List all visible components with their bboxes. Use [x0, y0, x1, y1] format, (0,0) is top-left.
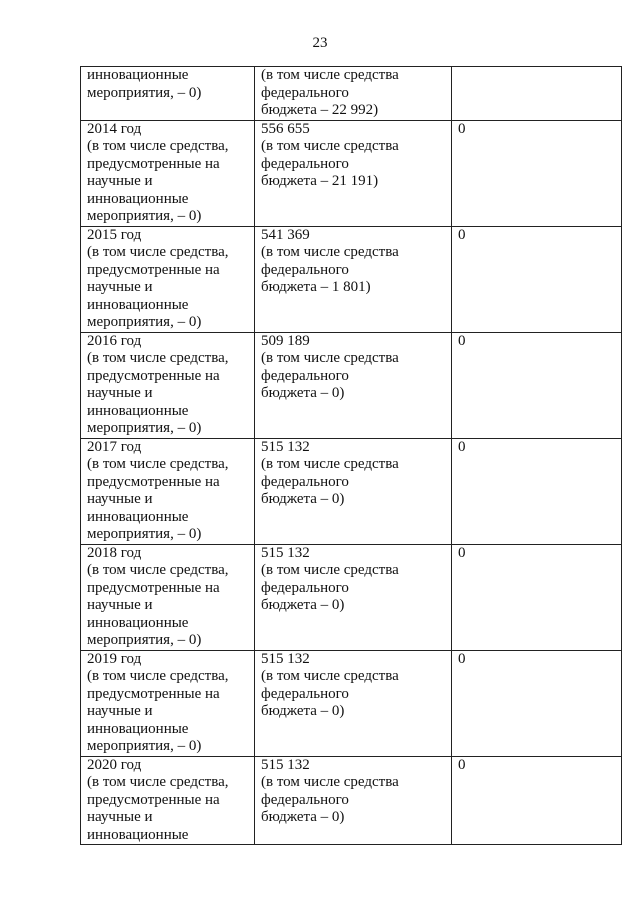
period-cell: [81, 438, 255, 544]
amount-total: 515 132: [261, 756, 310, 773]
period-line: научные и: [87, 809, 153, 825]
period-year: 2015 год: [87, 226, 142, 243]
period-line: инновационные: [87, 296, 189, 313]
extra-cell: [452, 756, 622, 845]
table-row: [81, 544, 622, 650]
period-year: 2014 год: [87, 120, 142, 137]
period-line: предусмотренные на: [87, 791, 220, 808]
amount-line: бюджета – 0): [261, 491, 345, 507]
amount-total: 556 655: [261, 120, 310, 137]
period-line: инновационные: [87, 190, 189, 207]
period-line: мероприятия, – 0): [87, 84, 202, 101]
period-cell: [81, 650, 255, 756]
extra-value: 0: [458, 120, 466, 137]
amount-cell: [255, 332, 452, 438]
amount-total: 541 369: [261, 226, 310, 243]
amount-line: бюджета – 21 191): [261, 173, 379, 189]
amount-line: федерального: [261, 685, 349, 702]
period-line: (в том числе средства,: [87, 668, 229, 684]
period-year: 2019 год: [87, 650, 142, 667]
amount-line: (в том числе средства: [261, 562, 399, 578]
period-line: предусмотренные на: [87, 367, 220, 384]
period-line: мероприятия, – 0): [87, 526, 202, 542]
extra-cell: [452, 544, 622, 650]
period-line: предусмотренные на: [87, 473, 220, 490]
amount-cell: [255, 544, 452, 650]
extra-value: 0: [458, 756, 466, 773]
period-line: научные и: [87, 597, 153, 613]
period-line: мероприятия, – 0): [87, 314, 202, 330]
amount-line: федерального: [261, 261, 349, 278]
amount-line: (в том числе средства: [261, 244, 399, 260]
amount-line: (в том числе средства: [261, 350, 399, 366]
period-line: предусмотренные на: [87, 579, 220, 596]
amount-cell: [255, 120, 452, 226]
period-cell: [81, 120, 255, 226]
period-line: научные и: [87, 279, 153, 295]
table-row: [81, 67, 622, 121]
amount-line: бюджета – 0): [261, 809, 345, 825]
amount-cell: [255, 650, 452, 756]
extra-value: 0: [458, 544, 466, 561]
amount-cell: [255, 67, 452, 121]
table-row: [81, 332, 622, 438]
period-line: (в том числе средства,: [87, 244, 229, 260]
page-number: 23: [312, 35, 328, 51]
budget-table: [80, 66, 622, 845]
extra-cell: [452, 67, 622, 121]
extra-cell: [452, 650, 622, 756]
amount-line: бюджета – 0): [261, 597, 345, 613]
period-cell: [81, 756, 255, 845]
period-line: инновационные: [87, 826, 189, 843]
period-line: инновационные: [87, 402, 189, 419]
extra-value: 0: [458, 226, 466, 243]
amount-total: 515 132: [261, 544, 310, 561]
table-row: [81, 756, 622, 845]
period-line: мероприятия, – 0): [87, 420, 202, 436]
period-line: мероприятия, – 0): [87, 208, 202, 224]
extra-value: 0: [458, 650, 466, 667]
table-row: [81, 650, 622, 756]
period-year: 2017 год: [87, 438, 142, 455]
period-line: научные и: [87, 491, 153, 507]
period-line: инновационные: [87, 508, 189, 525]
period-line: научные и: [87, 385, 153, 401]
period-year: 2018 год: [87, 544, 142, 561]
amount-line: (в том числе средства: [261, 138, 399, 154]
period-line: инновационные: [87, 720, 189, 737]
amount-line: бюджета – 0): [261, 703, 345, 719]
period-line: предусмотренные на: [87, 685, 220, 702]
period-line: мероприятия, – 0): [87, 632, 202, 648]
amount-line: (в том числе средства: [261, 774, 399, 790]
period-line: мероприятия, – 0): [87, 738, 202, 754]
amount-line: (в том числе средства: [261, 67, 399, 83]
amount-cell: [255, 756, 452, 845]
extra-cell: [452, 120, 622, 226]
amount-cell: [255, 226, 452, 332]
extra-value: 0: [458, 332, 466, 349]
amount-line: федерального: [261, 155, 349, 172]
amount-line: бюджета – 22 992): [261, 102, 379, 118]
period-line: предусмотренные на: [87, 155, 220, 172]
period-line: научные и: [87, 173, 153, 189]
period-line: инновационные: [87, 67, 189, 83]
period-line: инновационные: [87, 614, 189, 631]
period-line: (в том числе средства,: [87, 774, 229, 790]
amount-total: 515 132: [261, 650, 310, 667]
extra-cell: [452, 226, 622, 332]
period-line: (в том числе средства,: [87, 456, 229, 472]
period-line: научные и: [87, 703, 153, 719]
amount-line: бюджета – 0): [261, 385, 345, 401]
period-cell: [81, 67, 255, 121]
amount-line: федерального: [261, 579, 349, 596]
period-cell: [81, 332, 255, 438]
amount-line: (в том числе средства: [261, 668, 399, 684]
period-line: (в том числе средства,: [87, 562, 229, 578]
amount-total: 509 189: [261, 332, 310, 349]
amount-line: федерального: [261, 791, 349, 808]
table-row: [81, 226, 622, 332]
amount-line: федерального: [261, 84, 349, 101]
extra-cell: [452, 438, 622, 544]
extra-cell: [452, 332, 622, 438]
amount-line: федерального: [261, 367, 349, 384]
amount-total: 515 132: [261, 438, 310, 455]
period-year: 2020 год: [87, 756, 142, 773]
amount-line: бюджета – 1 801): [261, 279, 371, 295]
amount-line: (в том числе средства: [261, 456, 399, 472]
amount-cell: [255, 438, 452, 544]
period-line: (в том числе средства,: [87, 138, 229, 154]
period-line: предусмотренные на: [87, 261, 220, 278]
extra-value: 0: [458, 438, 466, 455]
period-cell: [81, 544, 255, 650]
period-year: 2016 год: [87, 332, 142, 349]
table-row: [81, 438, 622, 544]
budget-table-body: [81, 67, 622, 845]
amount-line: федерального: [261, 473, 349, 490]
period-line: (в том числе средства,: [87, 350, 229, 366]
table-row: [81, 120, 622, 226]
period-cell: [81, 226, 255, 332]
